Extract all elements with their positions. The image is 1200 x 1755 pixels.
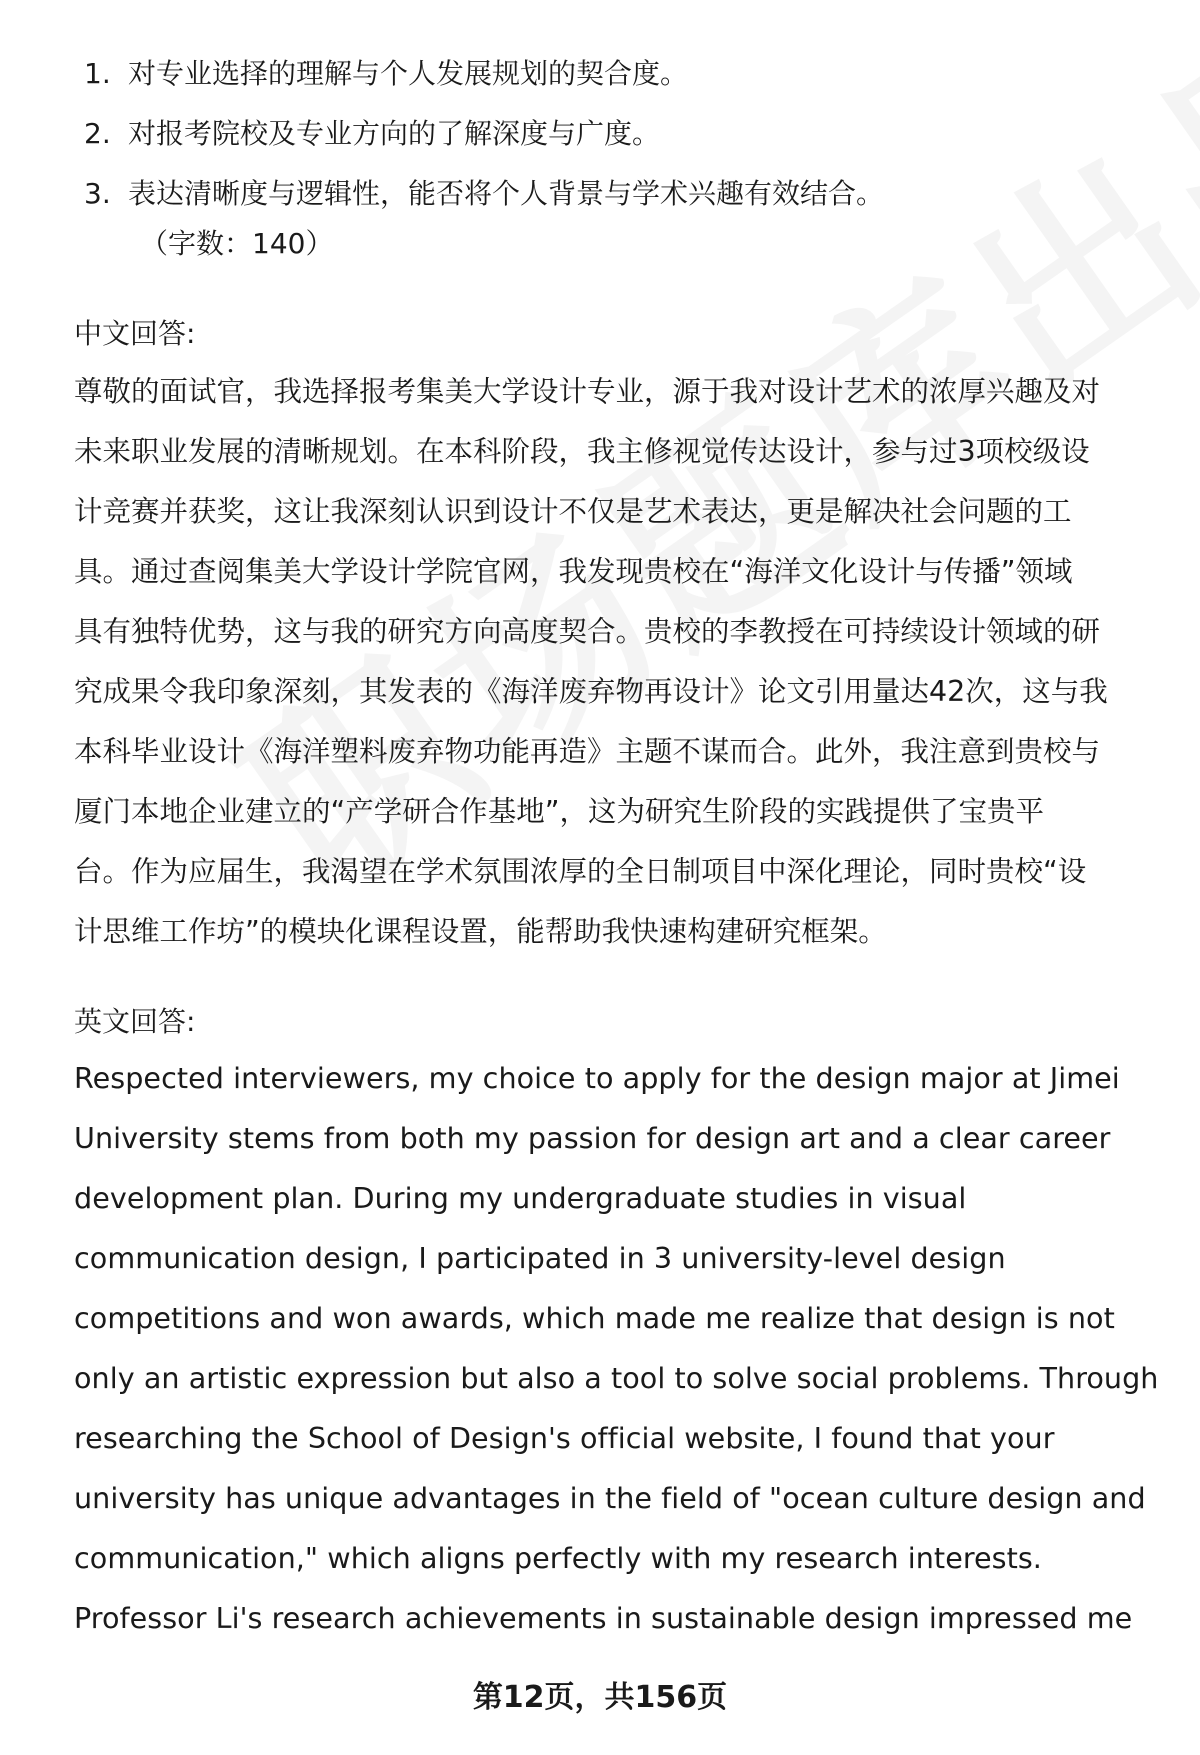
chinese-answer-paragraph xyxy=(74,362,1154,962)
paragraph-line: 厦门本地企业建立的“产学研合作基地”，这为研究生阶段的实践提供了宝贵平 xyxy=(74,795,1045,828)
criteria-text: 对报考院校及专业方向的了解深度与广度。 xyxy=(128,117,661,150)
paragraph-line: 台。作为应届生，我渴望在学术氛围浓厚的全日制项目中深化理论，同时贵校“设 xyxy=(74,855,1087,888)
paragraph-line: 未来职业发展的清晰规划。在本科阶段，我主修视觉传达设计，参与过3项校级设 xyxy=(74,435,1090,468)
paragraph-line: 尊敬的面试官，我选择报考集美大学设计专业，源于我对设计艺术的浓厚兴趣及对 xyxy=(74,375,1101,408)
chinese-answer-label: 中文回答: xyxy=(74,317,196,350)
paragraph-line: Respected interviewers, my choice to apply for the design major at Jimei xyxy=(74,1061,1120,1095)
criteria-number: 1. xyxy=(84,57,111,90)
paragraph-line: University stems from both my passion for design art and a clear career xyxy=(74,1121,1111,1155)
paragraph-line: competitions and won awards, which made me realize that design is not xyxy=(74,1301,1115,1335)
criteria-text: 表达清晰度与逻辑性，能否将个人背景与学术兴趣有效结合。 xyxy=(128,177,885,210)
paragraph-line: development plan. During my undergraduate studies in visual xyxy=(74,1181,967,1215)
paragraph-line: university has unique advantages in the field of "ocean culture design and xyxy=(74,1481,1146,1515)
criteria-text: 对专业选择的理解与个人发展规划的契合度。 xyxy=(128,57,689,90)
english-answer-label: 英文回答: xyxy=(74,1005,196,1038)
english-answer-paragraph xyxy=(74,1048,1159,1648)
paragraph-line: communication," which aligns perfectly with my research interests. xyxy=(74,1541,1042,1575)
paragraph-line: 究成果令我印象深刻，其发表的《海洋废弃物再设计》论文引用量达42次，这与我 xyxy=(74,675,1108,708)
paragraph-line: 具。通过查阅集美大学设计学院官网，我发现贵校在“海洋文化设计与传播”领域 xyxy=(74,555,1073,588)
page-number-footer: 第12页，共156页 xyxy=(472,1680,728,1715)
criteria-number: 2. xyxy=(84,117,111,150)
criteria-list xyxy=(84,44,1144,224)
criteria-item xyxy=(84,44,1144,104)
paragraph-line: 计思维工作坊”的模块化课程设置，能帮助我快速构建研究框架。 xyxy=(74,915,887,948)
paragraph-line: researching the School of Design's official website, I found that your xyxy=(74,1421,1055,1455)
paragraph-line: communication design, I participated in 3 university-level design xyxy=(74,1241,1006,1275)
paragraph-line: 具有独特优势，这与我的研究方向高度契合。贵校的李教授在可持续设计领域的研 xyxy=(74,615,1101,648)
paragraph-line: only an artistic expression but also a tool to solve social problems. Through xyxy=(74,1361,1159,1395)
criteria-number: 3. xyxy=(84,177,111,210)
paragraph-line: 本科毕业设计《海洋塑料废弃物功能再造》主题不谋而合。此外，我注意到贵校与 xyxy=(74,735,1101,768)
paragraph-line: Professor Li's research achievements in sustainable design impressed me xyxy=(74,1601,1133,1635)
word-count: （字数：140） xyxy=(140,227,334,260)
criteria-item xyxy=(84,164,1144,224)
criteria-item xyxy=(84,104,1144,164)
paragraph-line: 计竞赛并获奖，这让我深刻认识到设计不仅是艺术表达，更是解决社会问题的工 xyxy=(74,495,1072,528)
